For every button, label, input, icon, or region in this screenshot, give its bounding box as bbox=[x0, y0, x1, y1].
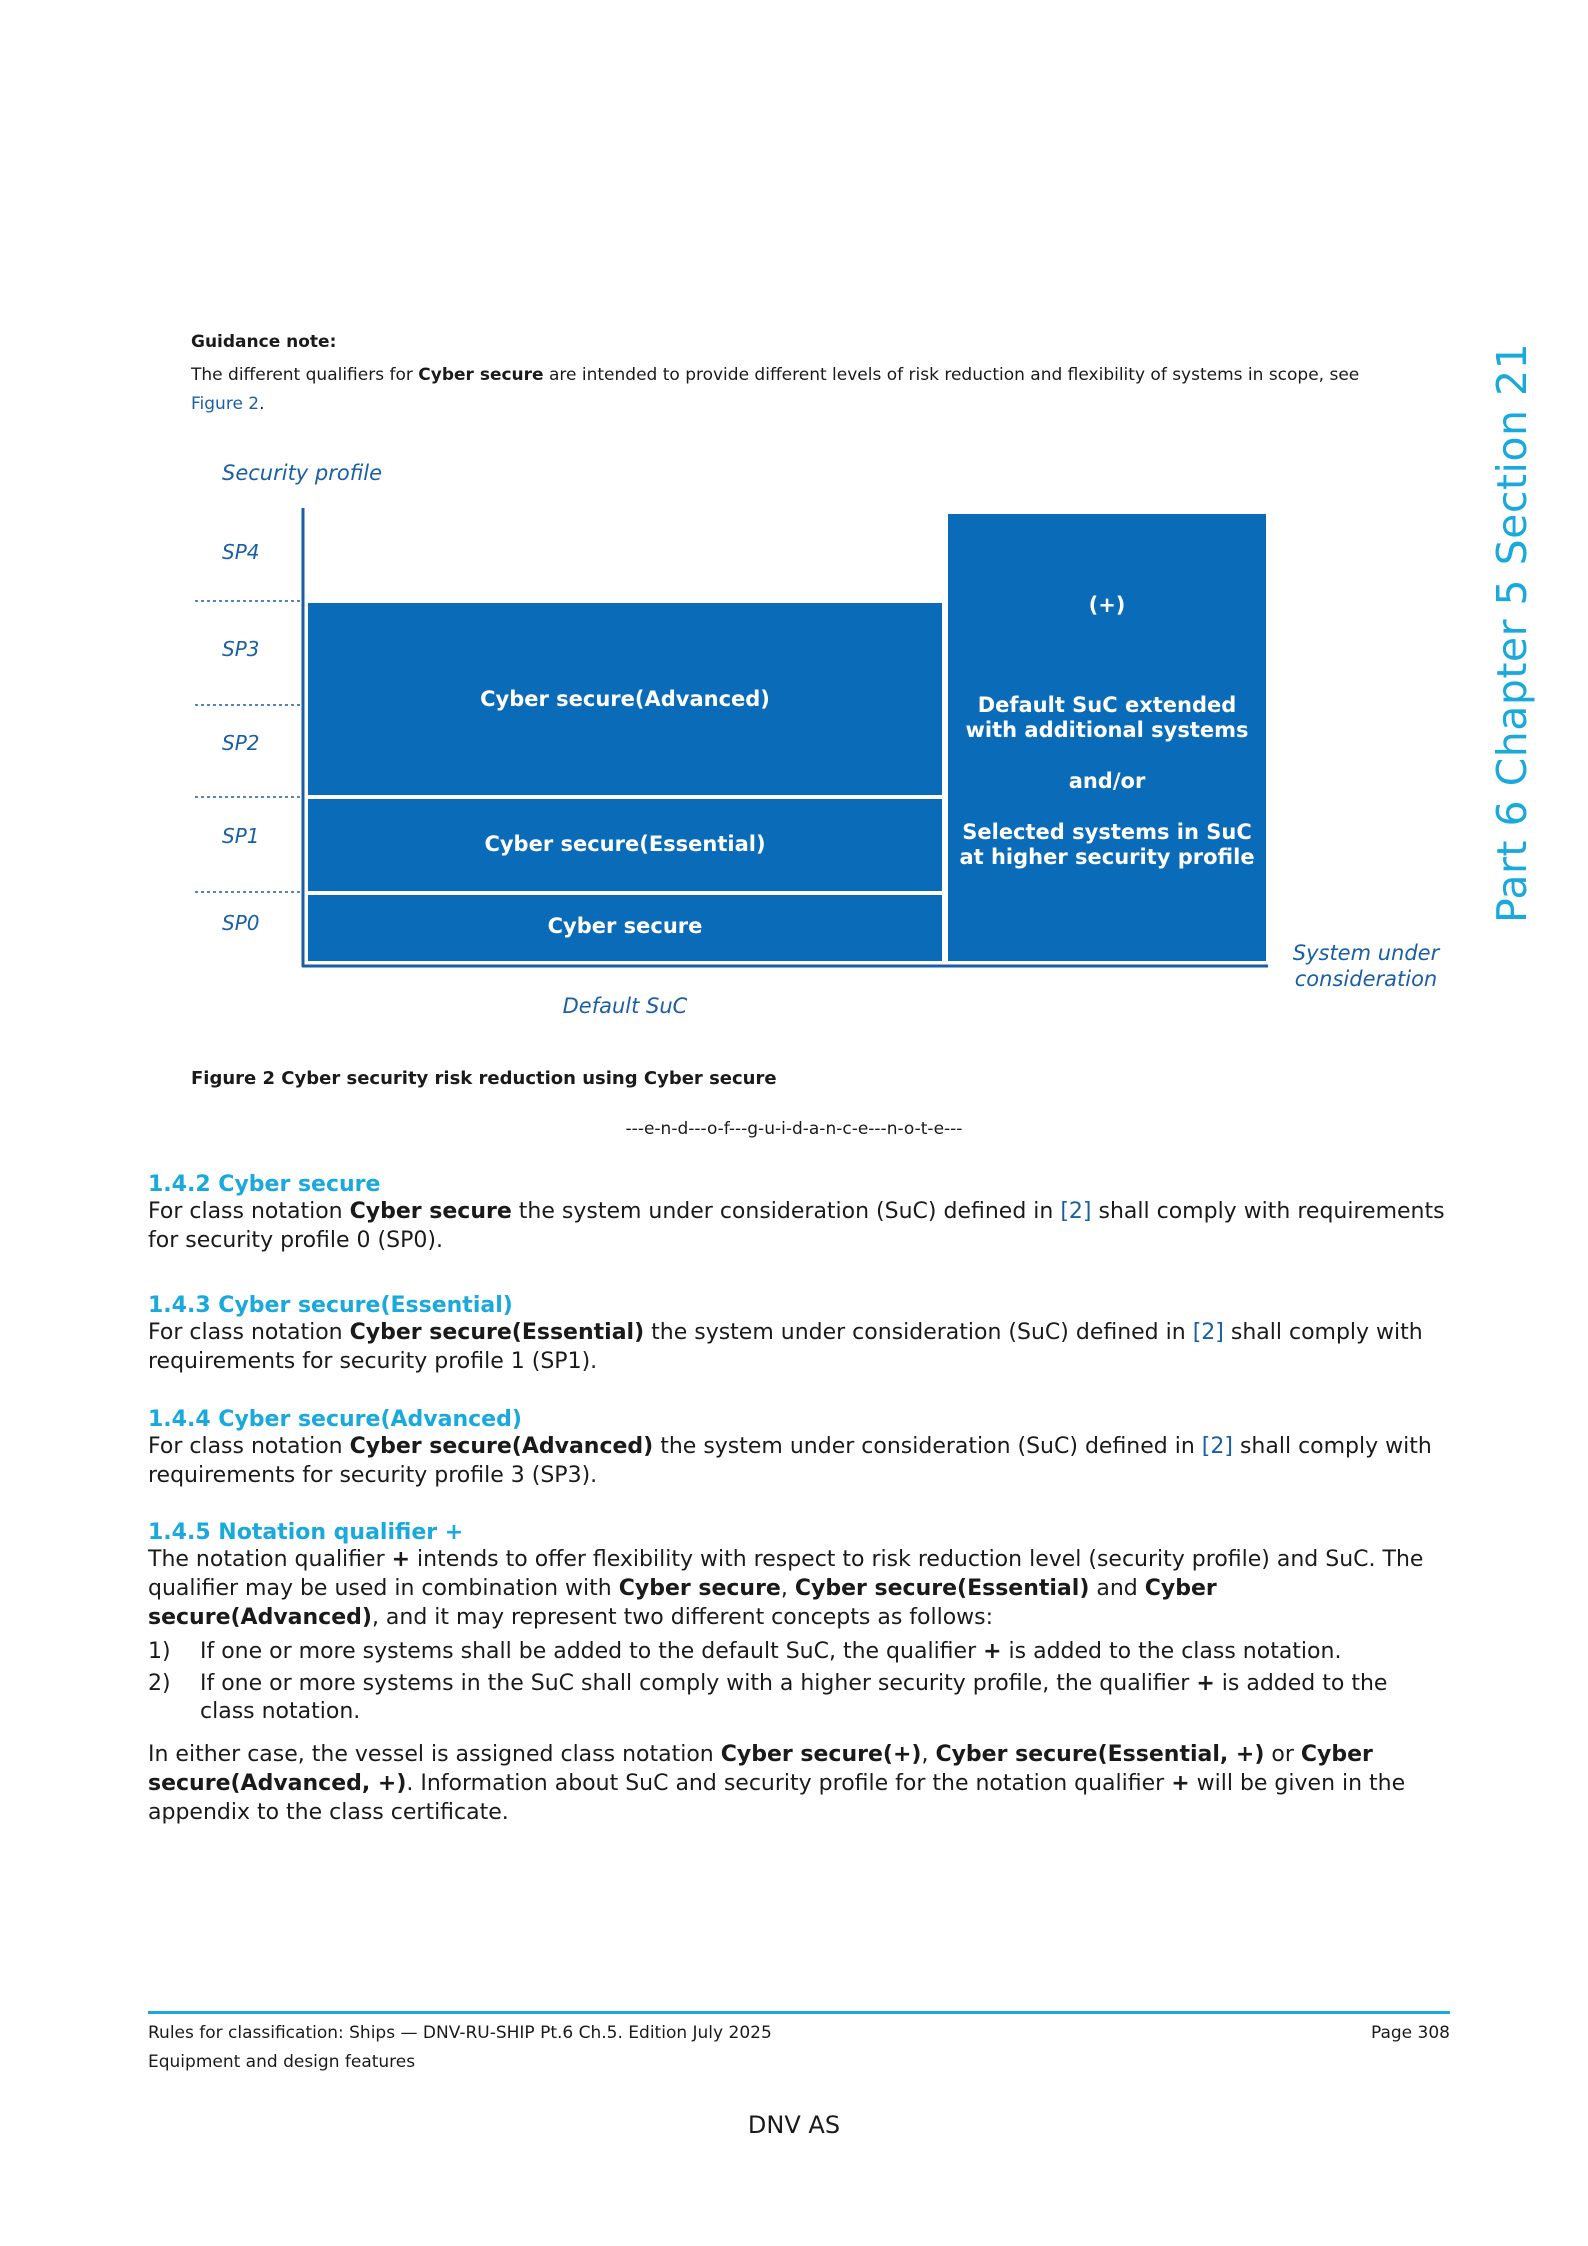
text: and bbox=[1089, 1576, 1145, 1601]
text: is added to the class notation. bbox=[200, 1671, 1388, 1724]
section-1-4-4 bbox=[148, 1407, 1448, 1490]
label-cyber-secure: Cyber secure bbox=[547, 914, 703, 938]
reference-link[interactable]: [2] bbox=[1192, 1320, 1224, 1345]
guidance-note-title: Guidance note: bbox=[191, 332, 337, 352]
label-plus-line3: and/or bbox=[1068, 769, 1146, 793]
figure-caption: Figure 2 Cyber security risk reduction using Cyber secure bbox=[191, 1068, 777, 1089]
text: , bbox=[780, 1576, 795, 1601]
end-of-guidance-note: ---e-n-d---o-f---g-u-i-d-a-n-c-e---n-o-t-e--- bbox=[625, 1119, 963, 1139]
publisher-name: DNV AS bbox=[747, 2111, 841, 2139]
label-cyber-secure-essential: Cyber secure(Essential) bbox=[484, 832, 766, 856]
list-text bbox=[200, 1638, 1341, 1666]
text: or bbox=[1264, 1742, 1301, 1767]
text: the system under consideration (SuC) defined in bbox=[653, 1434, 1202, 1459]
label-plus: (+) bbox=[1088, 593, 1126, 617]
section-heading: 1.4.2 Cyber secure bbox=[148, 1172, 381, 1197]
section-1-4-3 bbox=[148, 1293, 1448, 1376]
guidance-text-end: . bbox=[259, 394, 265, 414]
notation-bold: Cyber secure(Essential) bbox=[794, 1576, 1090, 1601]
y-axis-title: Security profile bbox=[222, 461, 383, 485]
text: intends to offer flexibility with respect to risk reduction level (security profile) and SuC. The qualifier may be used in combination with bbox=[148, 1547, 1424, 1601]
label-plus-line1: Default SuC extended bbox=[977, 693, 1237, 717]
text: , and it may represent two different concepts as follows: bbox=[371, 1605, 994, 1630]
level-label-sp2: SP2 bbox=[222, 731, 260, 755]
list-item bbox=[148, 1638, 1448, 1666]
text: shall comply with requirements for security profile 0 (SP0). bbox=[148, 1199, 1445, 1253]
label-cyber-secure-advanced: Cyber secure(Advanced) bbox=[480, 687, 770, 711]
notation-bold: Cyber secure(Advanced) bbox=[349, 1434, 654, 1459]
guidance-text-after: are intended to provide different levels of risk reduction and flexibility of systems in scope, see bbox=[543, 365, 1360, 385]
text: If one or more systems shall be added to the default SuC, the qualifier bbox=[200, 1639, 984, 1664]
section-paragraph bbox=[148, 1318, 1448, 1376]
guidance-text-bold: Cyber secure bbox=[418, 365, 544, 385]
reference-link[interactable]: [2] bbox=[1060, 1199, 1092, 1224]
notation-bold: Cyber secure bbox=[349, 1199, 512, 1224]
level-label-sp1: SP1 bbox=[222, 824, 260, 848]
text: shall comply with requirements for security profile 3 (SP3). bbox=[148, 1434, 1432, 1488]
text: In either case, the vessel is assigned class notation bbox=[148, 1742, 721, 1767]
x-label-system-line2: consideration bbox=[1294, 967, 1438, 991]
text: shall comply with requirements for security profile 1 (SP1). bbox=[148, 1320, 1423, 1374]
list-text bbox=[200, 1670, 1448, 1726]
notation-bold: + bbox=[1171, 1771, 1190, 1796]
text: the system under consideration (SuC) defined in bbox=[511, 1199, 1061, 1224]
notation-bold: + bbox=[1196, 1671, 1215, 1696]
x-label-default-suc: Default SuC bbox=[562, 994, 688, 1018]
guidance-text-before: The different qualifiers for bbox=[191, 365, 419, 385]
part-chapter-section-label: Part 6 Chapter 5 Section 21 bbox=[1488, 342, 1536, 923]
section-1-4-5 bbox=[148, 1520, 1448, 1827]
text: . Information about SuC and security profile for the notation qualifier bbox=[406, 1771, 1172, 1796]
footer-subtitle: Equipment and design features bbox=[148, 2052, 416, 2072]
section-paragraph bbox=[148, 1545, 1448, 1632]
notation-bold: Cyber secure(Advanced) bbox=[148, 1576, 1217, 1630]
label-plus-line4: Selected systems in SuC bbox=[962, 820, 1252, 844]
page-number: Page 308 bbox=[1370, 2023, 1450, 2043]
footer-rule bbox=[148, 2011, 1450, 2014]
x-label-system-line1: System under bbox=[1292, 941, 1440, 965]
level-label-sp4: SP4 bbox=[222, 540, 260, 564]
section-1-4-2 bbox=[148, 1172, 1448, 1255]
notation-bold: + bbox=[391, 1547, 411, 1572]
notation-bold: Cyber secure bbox=[618, 1576, 781, 1601]
list-number: 1) bbox=[148, 1639, 171, 1664]
security-profile-figure bbox=[0, 0, 1588, 1040]
reference-link[interactable]: [2] bbox=[1201, 1434, 1233, 1459]
text: For class notation bbox=[148, 1434, 350, 1459]
list-item bbox=[148, 1670, 1448, 1726]
notation-bold: Cyber secure(Essential) bbox=[349, 1320, 645, 1345]
footer-rules-title: Rules for classification: Ships — DNV-RU-SHIP Pt.6 Ch.5. Edition July 2025 bbox=[148, 2023, 772, 2043]
text: If one or more systems in the SuC shall comply with a higher security profile, the qualifier bbox=[200, 1671, 1197, 1696]
level-label-sp0: SP0 bbox=[222, 911, 260, 935]
level-label-sp3: SP3 bbox=[222, 637, 260, 661]
text: the system under consideration (SuC) defined in bbox=[644, 1320, 1193, 1345]
section-heading: 1.4.5 Notation qualifier + bbox=[148, 1520, 464, 1545]
text: For class notation bbox=[148, 1320, 350, 1345]
label-plus-line2: with additional systems bbox=[965, 718, 1249, 742]
text: will be given in the appendix to the class certificate. bbox=[148, 1771, 1406, 1825]
text: For class notation bbox=[148, 1199, 350, 1224]
section-paragraph bbox=[148, 1432, 1448, 1490]
notation-bold: Cyber secure(+) bbox=[720, 1742, 922, 1767]
text: The notation qualifier bbox=[148, 1547, 392, 1572]
label-plus-line5: at higher security profile bbox=[959, 845, 1255, 869]
text: is added to the class notation. bbox=[1001, 1639, 1342, 1664]
notation-bold: + bbox=[983, 1639, 1002, 1664]
section-heading: 1.4.3 Cyber secure(Essential) bbox=[148, 1293, 513, 1318]
section-heading: 1.4.4 Cyber secure(Advanced) bbox=[148, 1407, 522, 1432]
text: , bbox=[921, 1742, 936, 1767]
notation-bold: Cyber secure(Advanced, +) bbox=[148, 1742, 1373, 1796]
section-paragraph bbox=[148, 1197, 1448, 1255]
figure-2-link[interactable]: Figure 2 bbox=[191, 394, 260, 414]
notation-bold: Cyber secure(Essential, +) bbox=[935, 1742, 1265, 1767]
section-paragraph bbox=[148, 1740, 1448, 1827]
list-number: 2) bbox=[148, 1671, 171, 1696]
